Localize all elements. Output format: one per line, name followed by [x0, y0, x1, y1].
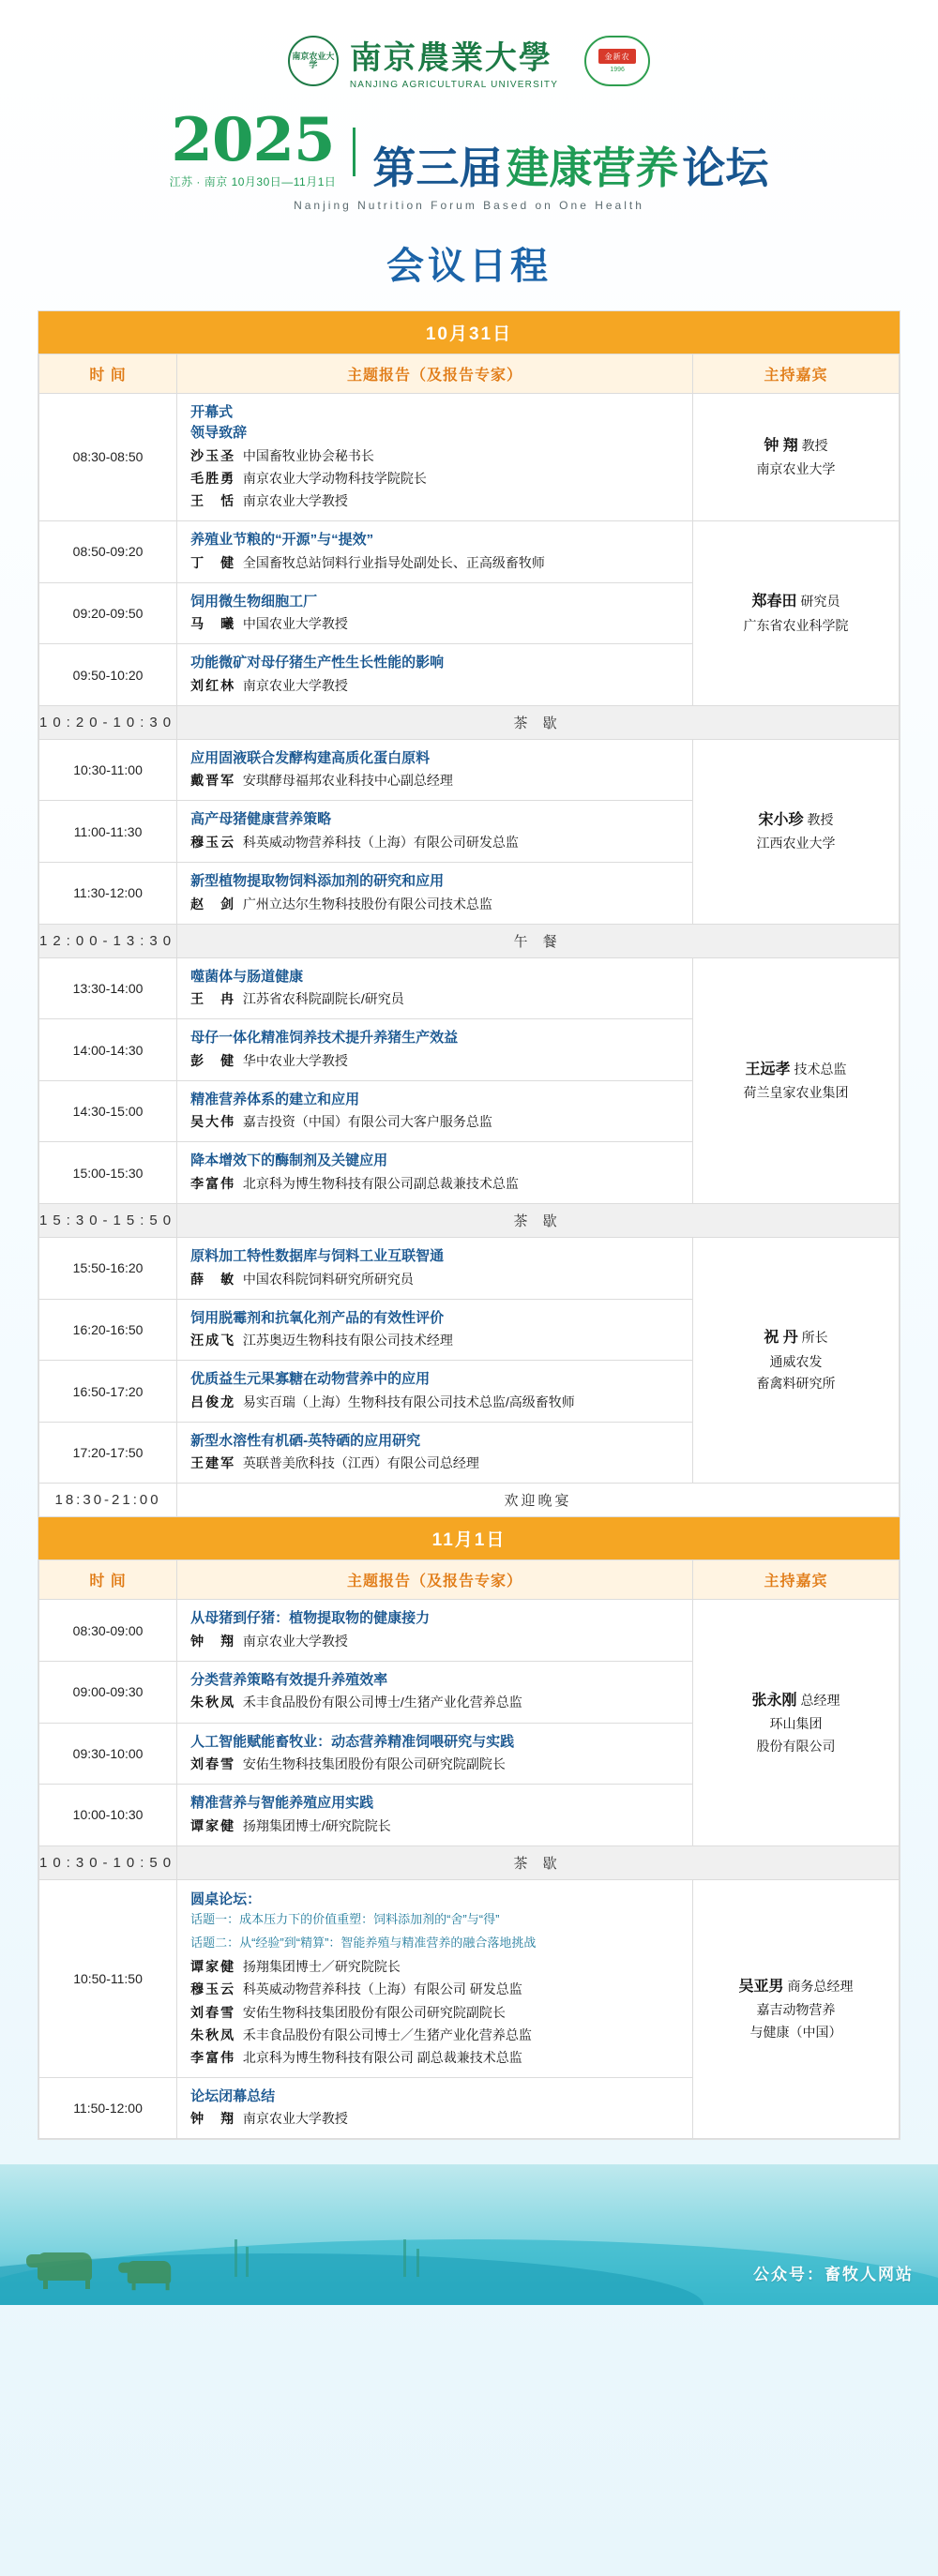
- speaker-line: [190, 552, 679, 574]
- speaker-name: 丁 健: [190, 554, 236, 570]
- host-title: 技术总监: [790, 1061, 847, 1077]
- speaker-org: 安佑生物科技集团股份有限公司研究院副院长: [242, 2004, 506, 2020]
- speaker-name: 李富伟: [190, 2049, 236, 2065]
- cell-break-label: 茶 歇: [177, 1845, 900, 1879]
- speaker-line: [190, 613, 679, 635]
- cow-icon: [38, 2252, 92, 2281]
- speaker-line: [190, 1754, 679, 1775]
- speaker-name: 马 曦: [190, 616, 236, 632]
- session-title: 噬菌体与肠道健康: [190, 968, 304, 985]
- cell-topic: [177, 957, 693, 1019]
- speaker-line: [190, 1173, 679, 1195]
- partner-logo: [584, 36, 650, 86]
- host-title: 商务总经理: [783, 1979, 854, 1995]
- speaker-name: 刘春雪: [190, 2004, 236, 2020]
- poster-footer: [0, 2164, 938, 2305]
- host-name: 吴亚男 商务总经理: [738, 1979, 854, 1996]
- host-title: 教授: [803, 812, 834, 828]
- university-name-cn: 南京農業大學: [349, 39, 552, 77]
- speaker-name: 赵 剑: [190, 896, 236, 911]
- cell-topic: [177, 739, 693, 801]
- speaker-line: [190, 1692, 679, 1713]
- cell-host: [693, 1879, 900, 2139]
- table-row: [39, 1845, 900, 1879]
- speaker-name: 王建军: [190, 1455, 236, 1471]
- host-org: 股份有限公司: [756, 1738, 836, 1754]
- speaker-org: 扬翔集团博士/研究院院长: [242, 1817, 391, 1833]
- speaker-line: [190, 1815, 679, 1837]
- year-text: 2025: [171, 105, 335, 175]
- session-title: 原料加工特性数据库与饲料工业互联智通: [190, 1248, 445, 1265]
- speaker-name: 穆玉云: [190, 1981, 236, 1997]
- host-org: 嘉吉动物营养: [756, 2002, 836, 2018]
- speaker-name: 彭 健: [190, 1052, 236, 1068]
- cell-time: 14:30-15:00: [39, 1080, 177, 1142]
- speaker-org: 嘉吉投资（中国）有限公司大客户服务总监: [242, 1114, 492, 1130]
- university-logo: [288, 32, 558, 90]
- host-name: 宋小珍 教授: [758, 812, 834, 829]
- cell-time: 08:50-09:20: [39, 521, 177, 583]
- column-header-time: 时 间: [39, 354, 177, 393]
- logo-row: [0, 32, 938, 90]
- cell-topic: [177, 1785, 693, 1846]
- host-name: 张永刚 总经理: [751, 1692, 840, 1709]
- session-title: 圆桌论坛：: [190, 1891, 262, 1907]
- speaker-name: 谭家健: [190, 1959, 236, 1975]
- speaker-line: [190, 832, 679, 853]
- subtitle-english: Nanjing Nutrition Forum Based on One Health: [294, 198, 644, 212]
- cell-topic: [177, 521, 693, 583]
- speaker-org: 全国畜牧总站饲料行业指导处副处长、正高级畜牧师: [242, 554, 545, 570]
- speaker-line: [190, 1392, 679, 1413]
- cell-topic: [177, 1238, 693, 1300]
- university-name-block: [350, 32, 558, 90]
- speaker-line: [190, 1330, 679, 1351]
- host-title: 所长: [797, 1330, 828, 1346]
- host-org: 通威农发: [769, 1353, 823, 1369]
- speaker-line: [190, 468, 679, 490]
- speaker-name: 薛 敏: [190, 1271, 236, 1287]
- cell-time: 11:50-12:00: [39, 2077, 177, 2139]
- speaker-line: [190, 445, 679, 467]
- host-name: 钟 翔 教授: [764, 437, 828, 454]
- cell-topic: [177, 1723, 693, 1785]
- host-org: 江西农业大学: [756, 836, 836, 851]
- column-header-host: 主持嘉宾: [693, 1560, 900, 1600]
- speaker-line: [190, 2002, 679, 2024]
- cell-time: 12:00-13:30: [39, 924, 177, 957]
- table-row: [39, 1484, 900, 1517]
- cell-time: 13:30-14:00: [39, 957, 177, 1019]
- session-subtitle: 领导致辞: [190, 425, 248, 442]
- cell-topic: [177, 1142, 693, 1204]
- speaker-name: 刘红林: [190, 677, 236, 693]
- session-title: 新型水溶性有机硒-英特硒的应用研究: [190, 1432, 421, 1449]
- day-band: 11月1日: [38, 1517, 900, 1559]
- speaker-org: 科英威动物营养科技（上海）有限公司 研发总监: [242, 1981, 522, 1997]
- cell-topic: [177, 1661, 693, 1723]
- main-title-part1: 第三届: [372, 142, 503, 193]
- forum-topic: 话题一：成本压力下的价值重塑：饲料添加剂的“舍”与“得”: [190, 1911, 500, 1926]
- speaker-line: [190, 490, 679, 512]
- university-seal-icon: 南京农业大学: [288, 36, 339, 86]
- cell-topic: [177, 1600, 693, 1662]
- speaker-name: 钟 翔: [190, 1633, 236, 1649]
- title-divider: [353, 128, 356, 176]
- cell-break-label: 茶 歇: [177, 705, 900, 739]
- column-header-topic: 主题报告（及报告专家）: [177, 354, 693, 393]
- speaker-org: 江苏奥迈生物科技有限公司技术经理: [242, 1333, 453, 1348]
- speaker-line: [190, 1050, 679, 1072]
- session-title: 降本增效下的酶制剂及关键应用: [190, 1152, 388, 1169]
- host-name: 郑春田 研究员: [751, 594, 840, 610]
- table-row: [39, 1600, 900, 1662]
- session-title: 饲用脱霉剂和抗氧化剂产品的有效性评价: [190, 1309, 445, 1326]
- table-row: [39, 1204, 900, 1238]
- speaker-line: [190, 1453, 679, 1474]
- cell-time: 10:30-10:50: [39, 1845, 177, 1879]
- partner-year: 1996: [610, 67, 625, 73]
- speaker-name: 李富伟: [190, 1175, 236, 1191]
- cell-host: [693, 739, 900, 924]
- session-title: 人工智能赋能畜牧业：动态营养精准饲喂研究与实践: [190, 1733, 515, 1750]
- poster-header: [0, 0, 938, 290]
- speaker-line: [190, 1979, 679, 2000]
- cell-topic: [177, 1080, 693, 1142]
- session-title: 母仔一体化精准饲养技术提升养猪生产效益: [190, 1030, 459, 1047]
- session-title: 开幕式: [190, 403, 234, 420]
- cell-topic: [177, 863, 693, 925]
- speaker-org: 安琪酵母福邦农业科技中心副总经理: [242, 773, 453, 789]
- table-row: [39, 957, 900, 1019]
- speaker-line: [190, 894, 679, 915]
- agenda-table: [38, 1559, 900, 2139]
- cell-host: [693, 1600, 900, 1845]
- cell-topic: [177, 2077, 693, 2139]
- credit-text: 公众号：畜牧人网站: [753, 2266, 914, 2284]
- main-title-part2: 建康营养: [506, 142, 679, 193]
- cell-time: 09:20-09:50: [39, 582, 177, 644]
- partner-mark-icon: 金新农: [598, 49, 636, 64]
- host-org: 环山集团: [769, 1715, 823, 1731]
- cell-host: [693, 393, 900, 520]
- speaker-org: 英联普美欣科技（江西）有限公司总经理: [242, 1455, 479, 1471]
- table-row: [39, 705, 900, 739]
- speaker-line: [190, 675, 679, 697]
- speaker-org: 华中农业大学教授: [242, 1052, 348, 1068]
- cell-topic: [177, 1019, 693, 1081]
- speaker-line: [190, 2025, 679, 2046]
- speaker-name: 朱秋凤: [190, 2026, 236, 2042]
- forum-topic: 话题二：从“经验”到“精算”：智能养殖与精准营养的融合落地挑战: [190, 1935, 537, 1950]
- cell-topic: [177, 1422, 693, 1484]
- cell-time: 16:20-16:50: [39, 1299, 177, 1361]
- session-title: 精准营养与智能养殖应用实践: [190, 1795, 374, 1812]
- cell-time: 10:30-11:00: [39, 739, 177, 801]
- speaker-name: 沙玉圣: [190, 447, 236, 463]
- speaker-name: 吕俊龙: [190, 1393, 236, 1409]
- speaker-name: 毛胜勇: [190, 470, 236, 486]
- university-name-en: NANJING AGRICULTURAL UNIVERSITY: [349, 80, 559, 90]
- host-org: 荷兰皇家农业集团: [743, 1085, 849, 1101]
- speaker-org: 中国农科院饲料研究所研究员: [242, 1271, 414, 1287]
- speaker-org: 易实百瑞（上海）生物科技有限公司技术总监/高级畜牧师: [242, 1393, 575, 1409]
- host-title: 研究员: [796, 594, 840, 610]
- speaker-org: 南京农业大学教授: [242, 492, 348, 508]
- cell-time: 15:30-15:50: [39, 1204, 177, 1238]
- page-title: 会议日程: [386, 243, 552, 288]
- speaker-line: [190, 1269, 679, 1290]
- speaker-name: 王 冉: [190, 991, 236, 1007]
- cell-time: 11:30-12:00: [39, 863, 177, 925]
- day-band: 10月31日: [38, 311, 900, 354]
- table-row: [39, 924, 900, 957]
- cell-time: 10:00-10:30: [39, 1785, 177, 1846]
- cell-time: 18:30-21:00: [39, 1484, 177, 1517]
- speaker-org: 禾丰食品股份有限公司博士/生猪产业化营养总监: [242, 1695, 522, 1710]
- speaker-org: 禾丰食品股份有限公司博士／生猪产业化营养总监: [242, 2026, 532, 2042]
- speaker-name: 刘春雪: [190, 1756, 236, 1772]
- speaker-org: 江苏省农科院副院长/研究员: [242, 991, 404, 1007]
- wheat-icon: [234, 2239, 237, 2277]
- speaker-name: 吴大伟: [190, 1114, 236, 1130]
- session-title: 精准营养体系的建立和应用: [190, 1091, 360, 1107]
- column-header-time: 时 间: [39, 1560, 177, 1600]
- speaker-line: [190, 770, 679, 791]
- speaker-org: 广州立达尔生物科技股份有限公司技术总监: [242, 896, 492, 911]
- cell-topic: [177, 1879, 693, 2077]
- cell-host: [693, 521, 900, 706]
- wheat-icon: [246, 2247, 249, 2277]
- session-title: 饲用微生物细胞工厂: [190, 593, 318, 610]
- cell-topic: [177, 1361, 693, 1423]
- speaker-org: 安佑生物科技集团股份有限公司研究院副院长: [242, 1756, 506, 1772]
- year-block: [169, 105, 337, 189]
- cell-time: 16:50-17:20: [39, 1361, 177, 1423]
- speaker-org: 科英威动物营养科技（上海）有限公司研发总监: [242, 834, 519, 850]
- speaker-name: 王 恬: [190, 492, 236, 508]
- speaker-org: 扬翔集团博士／研究院院长: [242, 1959, 401, 1975]
- speaker-name: 穆玉云: [190, 834, 236, 850]
- speaker-line: [190, 2047, 679, 2069]
- cell-topic: [177, 393, 693, 520]
- cell-time: 15:50-16:20: [39, 1238, 177, 1300]
- cell-time: 14:00-14:30: [39, 1019, 177, 1081]
- cell-time: 17:20-17:50: [39, 1422, 177, 1484]
- cell-break-label: 午 餐: [177, 924, 900, 957]
- agenda-table-wrapper: [38, 310, 900, 2141]
- session-title: 功能微矿对母仔猪生产性生长性能的影响: [190, 655, 445, 671]
- speaker-line: [190, 988, 679, 1010]
- speaker-name: 汪成飞: [190, 1333, 236, 1348]
- speaker-name: 谭家健: [190, 1817, 236, 1833]
- table-row: [39, 739, 900, 801]
- speaker-org: 南京农业大学教授: [242, 2111, 348, 2127]
- speaker-line: [190, 1956, 679, 1978]
- speaker-name: 朱秋凤: [190, 1695, 236, 1710]
- table-row: [39, 393, 900, 520]
- host-name: 祝 丹 所长: [764, 1330, 828, 1347]
- location-date: 江苏 · 南京 10月30日—11月1日: [169, 174, 337, 188]
- cell-time: 08:30-08:50: [39, 393, 177, 520]
- cell-time: 08:30-09:00: [39, 1600, 177, 1662]
- speaker-name: 戴晋军: [190, 773, 236, 789]
- cell-topic: [177, 801, 693, 863]
- speaker-line: [190, 2108, 679, 2130]
- main-title-part3: 论坛: [682, 142, 769, 193]
- host-org: 畜禽料研究所: [756, 1376, 836, 1392]
- session-title: 论坛闭幕总结: [190, 2087, 276, 2104]
- table-row: [39, 1238, 900, 1300]
- cell-break-label: 茶 歇: [177, 1204, 900, 1238]
- table-row: [39, 1879, 900, 2077]
- session-title: 新型植物提取物饲料添加剂的研究和应用: [190, 873, 445, 890]
- speaker-org: 北京科为博生物科技有限公司副总裁兼技术总监: [242, 1175, 519, 1191]
- cell-time: 11:00-11:30: [39, 801, 177, 863]
- host-title: 总经理: [796, 1692, 840, 1708]
- cell-topic: [177, 1299, 693, 1361]
- column-header-topic: 主题报告（及报告专家）: [177, 1560, 693, 1600]
- speaker-org: 中国畜牧业协会秘书长: [242, 447, 374, 463]
- host-name: 王远孝 技术总监: [745, 1061, 847, 1077]
- wheat-icon: [416, 2249, 419, 2277]
- speaker-org: 南京农业大学教授: [242, 677, 348, 693]
- agenda-table: [38, 354, 900, 1518]
- speaker-line: [190, 1111, 679, 1133]
- speaker-line: [190, 1631, 679, 1652]
- host-org: 广东省农业科学院: [743, 617, 849, 633]
- cell-host: [693, 1238, 900, 1484]
- host-org: 与健康（中国）: [749, 2025, 842, 2041]
- session-title: 分类营养策略有效提升养殖效率: [190, 1671, 388, 1688]
- main-title: [372, 142, 769, 193]
- cell-time: 10:50-11:50: [39, 1879, 177, 2077]
- session-title: 从母猪到仔猪：植物提取物的健康接力: [190, 1610, 431, 1627]
- title-band: [0, 105, 938, 193]
- cell-break-label: 欢迎晚宴: [177, 1484, 900, 1517]
- speaker-org: 中国农业大学教授: [242, 616, 348, 632]
- table-row: [39, 521, 900, 583]
- cell-time: 15:00-15:30: [39, 1142, 177, 1204]
- speaker-org: 南京农业大学动物科技学院院长: [242, 470, 427, 486]
- cell-time: 09:00-09:30: [39, 1661, 177, 1723]
- session-title: 优质益生元果寡糖在动物营养中的应用: [190, 1371, 431, 1388]
- cow-icon: [128, 2261, 171, 2283]
- session-title: 高产母猪健康营养策略: [190, 811, 332, 828]
- session-title: 养殖业节粮的“开源”与“提效”: [190, 532, 374, 549]
- session-title: 应用固液联合发酵构建高质化蛋白原料: [190, 749, 431, 766]
- column-header-host: 主持嘉宾: [693, 354, 900, 393]
- cell-time: 10:20-10:30: [39, 705, 177, 739]
- speaker-org: 北京科为博生物科技有限公司 副总裁兼技术总监: [242, 2049, 522, 2065]
- cell-topic: [177, 582, 693, 644]
- speaker-org: 南京农业大学教授: [242, 1633, 348, 1649]
- cell-host: [693, 957, 900, 1203]
- cell-time: 09:50-10:20: [39, 644, 177, 706]
- host-title: 教授: [797, 437, 828, 453]
- cell-topic: [177, 644, 693, 706]
- host-org: 南京农业大学: [756, 461, 836, 477]
- cell-time: 09:30-10:00: [39, 1723, 177, 1785]
- wheat-icon: [403, 2239, 406, 2277]
- speaker-name: 钟 翔: [190, 2111, 236, 2127]
